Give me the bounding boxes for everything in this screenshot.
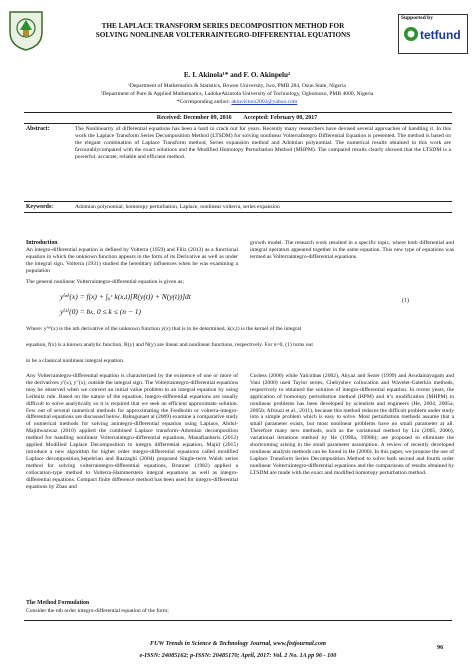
corresponding-label: *Corresponding author: bbox=[176, 99, 232, 105]
method-formulation-heading: The Method Formulation bbox=[26, 600, 90, 606]
author-email-link[interactable]: akinvictors2003@yahoo.com bbox=[231, 99, 298, 105]
title-line-2: SOLVING NONLINEAR VOLTERRAINTEGRO-DIFFERENTIAL EQUATIONS bbox=[95, 31, 351, 39]
introduction-paragraph-left: An integro-differential equation is defined by Volterra (1959) and Filiz (2013) as a functional equation in which the unknown function appears in the form of its Derivative as well as under the integral sign. Volterra (1931) studied the hereditary influences when he was examining a population bbox=[26, 247, 238, 274]
method-formulation-paragraph: Consider the nth order integro-differential equation of the form; bbox=[26, 608, 169, 614]
footer-journal-line: FUW Trends in Science & Technology Journal, www.ftstjournal.com bbox=[150, 640, 326, 647]
affiliation-1: ¹Department of Mathematics & Statistics, Bowen University, Iwo, PMB 284, Osun State, Nigeria bbox=[128, 83, 346, 89]
received-accepted-dates: Received: December 09, 2016 Accepted: February 08, 2017 bbox=[156, 115, 318, 121]
body-paragraph-left: Any Volterraintegro-differential equation is characterized by the existence of one or more of the derivatives y′(x), y″(x), outside the integral sign. The Volterraintegro-differential equations may be observed when we convert an initial value problem to an integral equation by using Leibnitz rule. Based on the nature of the equation, Integro-differential equations are usually difficult to solve analytically so it is required that we seek an efficient approximate solution. Few out of several numerical methods for approximating the Fredholm or volterra-integro-differential equations are discussed below. Bahugunaet al (2009) examine a comparative study of numerical methods for solving anintegro-differential equation using Laplace, Abdul-Majidwazwaz (2010) applied the combined Laplace transform–Adomian decomposition method for handling nonlinear Volterraintegro-differential equations, Manafianheris (2012) applied Modified Laplace Decomposition to integro differential equation, Majid (2015) introduce a new algorithm for higher order integro-differential equations called modified Laplace decomposition,Sepehrian and Razzaghi (2004) proposed Single-term Walsh series method for solving volterraintegro-differential equations, Brunner (1982) applied a collocation-type method to Volterra-Hammerstein integral equations as well as integro-differential equations. Compact finite difference method has been used for integro-differential equations by Zhao and bbox=[26, 373, 238, 490]
corresponding-author bbox=[20, 99, 454, 106]
rule-abstract-top bbox=[24, 123, 452, 124]
abstract-label: Abstract: bbox=[26, 126, 50, 132]
footer-issn-line: e-ISSN: 24085162; p-ISSN: 20485170; April, 2017: Vol. 2 No. 1A pp 96 - 100 bbox=[139, 652, 337, 659]
equation-number: (1) bbox=[402, 298, 409, 304]
introduction-heading: Introduction bbox=[26, 240, 58, 246]
page-number: 96 bbox=[437, 644, 444, 651]
where-line-3: to be a classical nonlinear integral equation. bbox=[26, 358, 125, 364]
university-crest-icon bbox=[6, 8, 46, 52]
supported-by-label: Supported by bbox=[401, 15, 433, 21]
abstract-text: The Nonlinearity of differential equations has been a hard to crack nut for years. Recently many researchers have devised several approaches of handling it. In this work the Laplace Transform Series Decomposition Method (LTSDM) for solving nonlinear VolterraIntegro Differential Equation is presented. The method is based on the elegant combination of Laplace Transform method, Series expansion method and Adomian polynomial. The numerical results obtained in this work are favourablycompared with the exact solutions and the Modified Homotopy Perturbation Method (MHPM). The compared results clearly showed that the LTSDM is a powerful, accurate, reliable and efficient method. bbox=[75, 126, 451, 160]
keywords-text: Adomian polynomial, homotopy perturbation, Laplace, nonlinear volterra, series expansion bbox=[75, 204, 280, 210]
equation-intro-label: The general nonlinear Volterraintegro-differential equation is given as; bbox=[26, 279, 184, 285]
rule-top bbox=[24, 112, 452, 113]
body-paragraph-right: Corless (2006) while Yalcinbas (2002), Akyaz and Sezer (1999) and Avudainayagam and Vani (2000) used Taylor series, Chebyshev collocation and Wavelet-Galerkin methods, respectively to obtained the solution of integro-differential equation. In recent years, the application of homotopy perturbation method (HPM) and it’s modification (MHPM) in nonlinear problems has been developed by scientists and engineers (He, 2004, 2005a, 2005b; Afrouzi et al., 2011), because this method reduces the difficult problem under study into a simple problem which is easy to solve. Most perturbation methods assume that a small parameter exists, but most nonlinear problems have no small parameter at all. Therefore many new methods, such as the variational method by Liu (2005, 2006), variational iterations method by He (1998a, 1998b); are proposed to eliminate the shortcoming arising in the small parameter assumption. A review of recently developed nonlinear analysis methods can be found in He (2000). In this paper, we propose the use of Laplace Transform Series Decomposition Method to solve both second and fourth order nonlinear Volterraintegro-differential equations and the comparisons of results obtained by LTSDM are made with the exact and modified homotopy perturbation method. bbox=[250, 373, 454, 476]
introduction-paragraph-right: growth model. The research work resulted in a specific topic, where both differential and integral operators appeared together in the same equation. This new type of equations was termed as Volterraintegro-differential equations. bbox=[250, 240, 454, 260]
rule-keywords-top bbox=[24, 201, 452, 202]
footer-rule bbox=[24, 620, 452, 621]
tetfund-wordmark: tetfund bbox=[420, 28, 461, 42]
tetfund-logo-icon bbox=[403, 24, 465, 44]
rule-keywords-bottom bbox=[24, 212, 452, 213]
where-line-2: equation, f(x) is a known analytic function, R(y) and N(y) are linear and nonlinear functions, respectively. For n=0, (1) turns out bbox=[26, 342, 313, 348]
authors-line: E. I. Akinola¹* and F. O. Akinpelu² bbox=[183, 71, 291, 79]
equation-line-1: y⁽ⁿ⁾(x) = f(x) + ∫₀ˣ k(x,t)[R(y(t)) + N(y(t))]dt bbox=[60, 292, 191, 301]
where-line-1: Where: y⁽ⁿ⁾(x) is the nth derivative of the unknown function y(x) that is to be determined, k(x,t) is the kernel of the integral bbox=[26, 326, 302, 332]
equation-line-2: y⁽ᵏ⁾(0) = bₖ, 0 ≤ k ≤ (n − 1) bbox=[60, 307, 142, 316]
affiliation-2: ²Department of Pure & Applied Mathematics, LadokeAkintola University of Technology, Ogbomoso, PMB 4000, Nigeria bbox=[100, 91, 374, 97]
paper-title bbox=[58, 22, 388, 40]
title-line-1: THE LAPLACE TRANSFORM SERIES DECOMPOSITION METHOD FOR bbox=[101, 22, 345, 30]
keywords-label: Keywords: bbox=[26, 204, 54, 210]
